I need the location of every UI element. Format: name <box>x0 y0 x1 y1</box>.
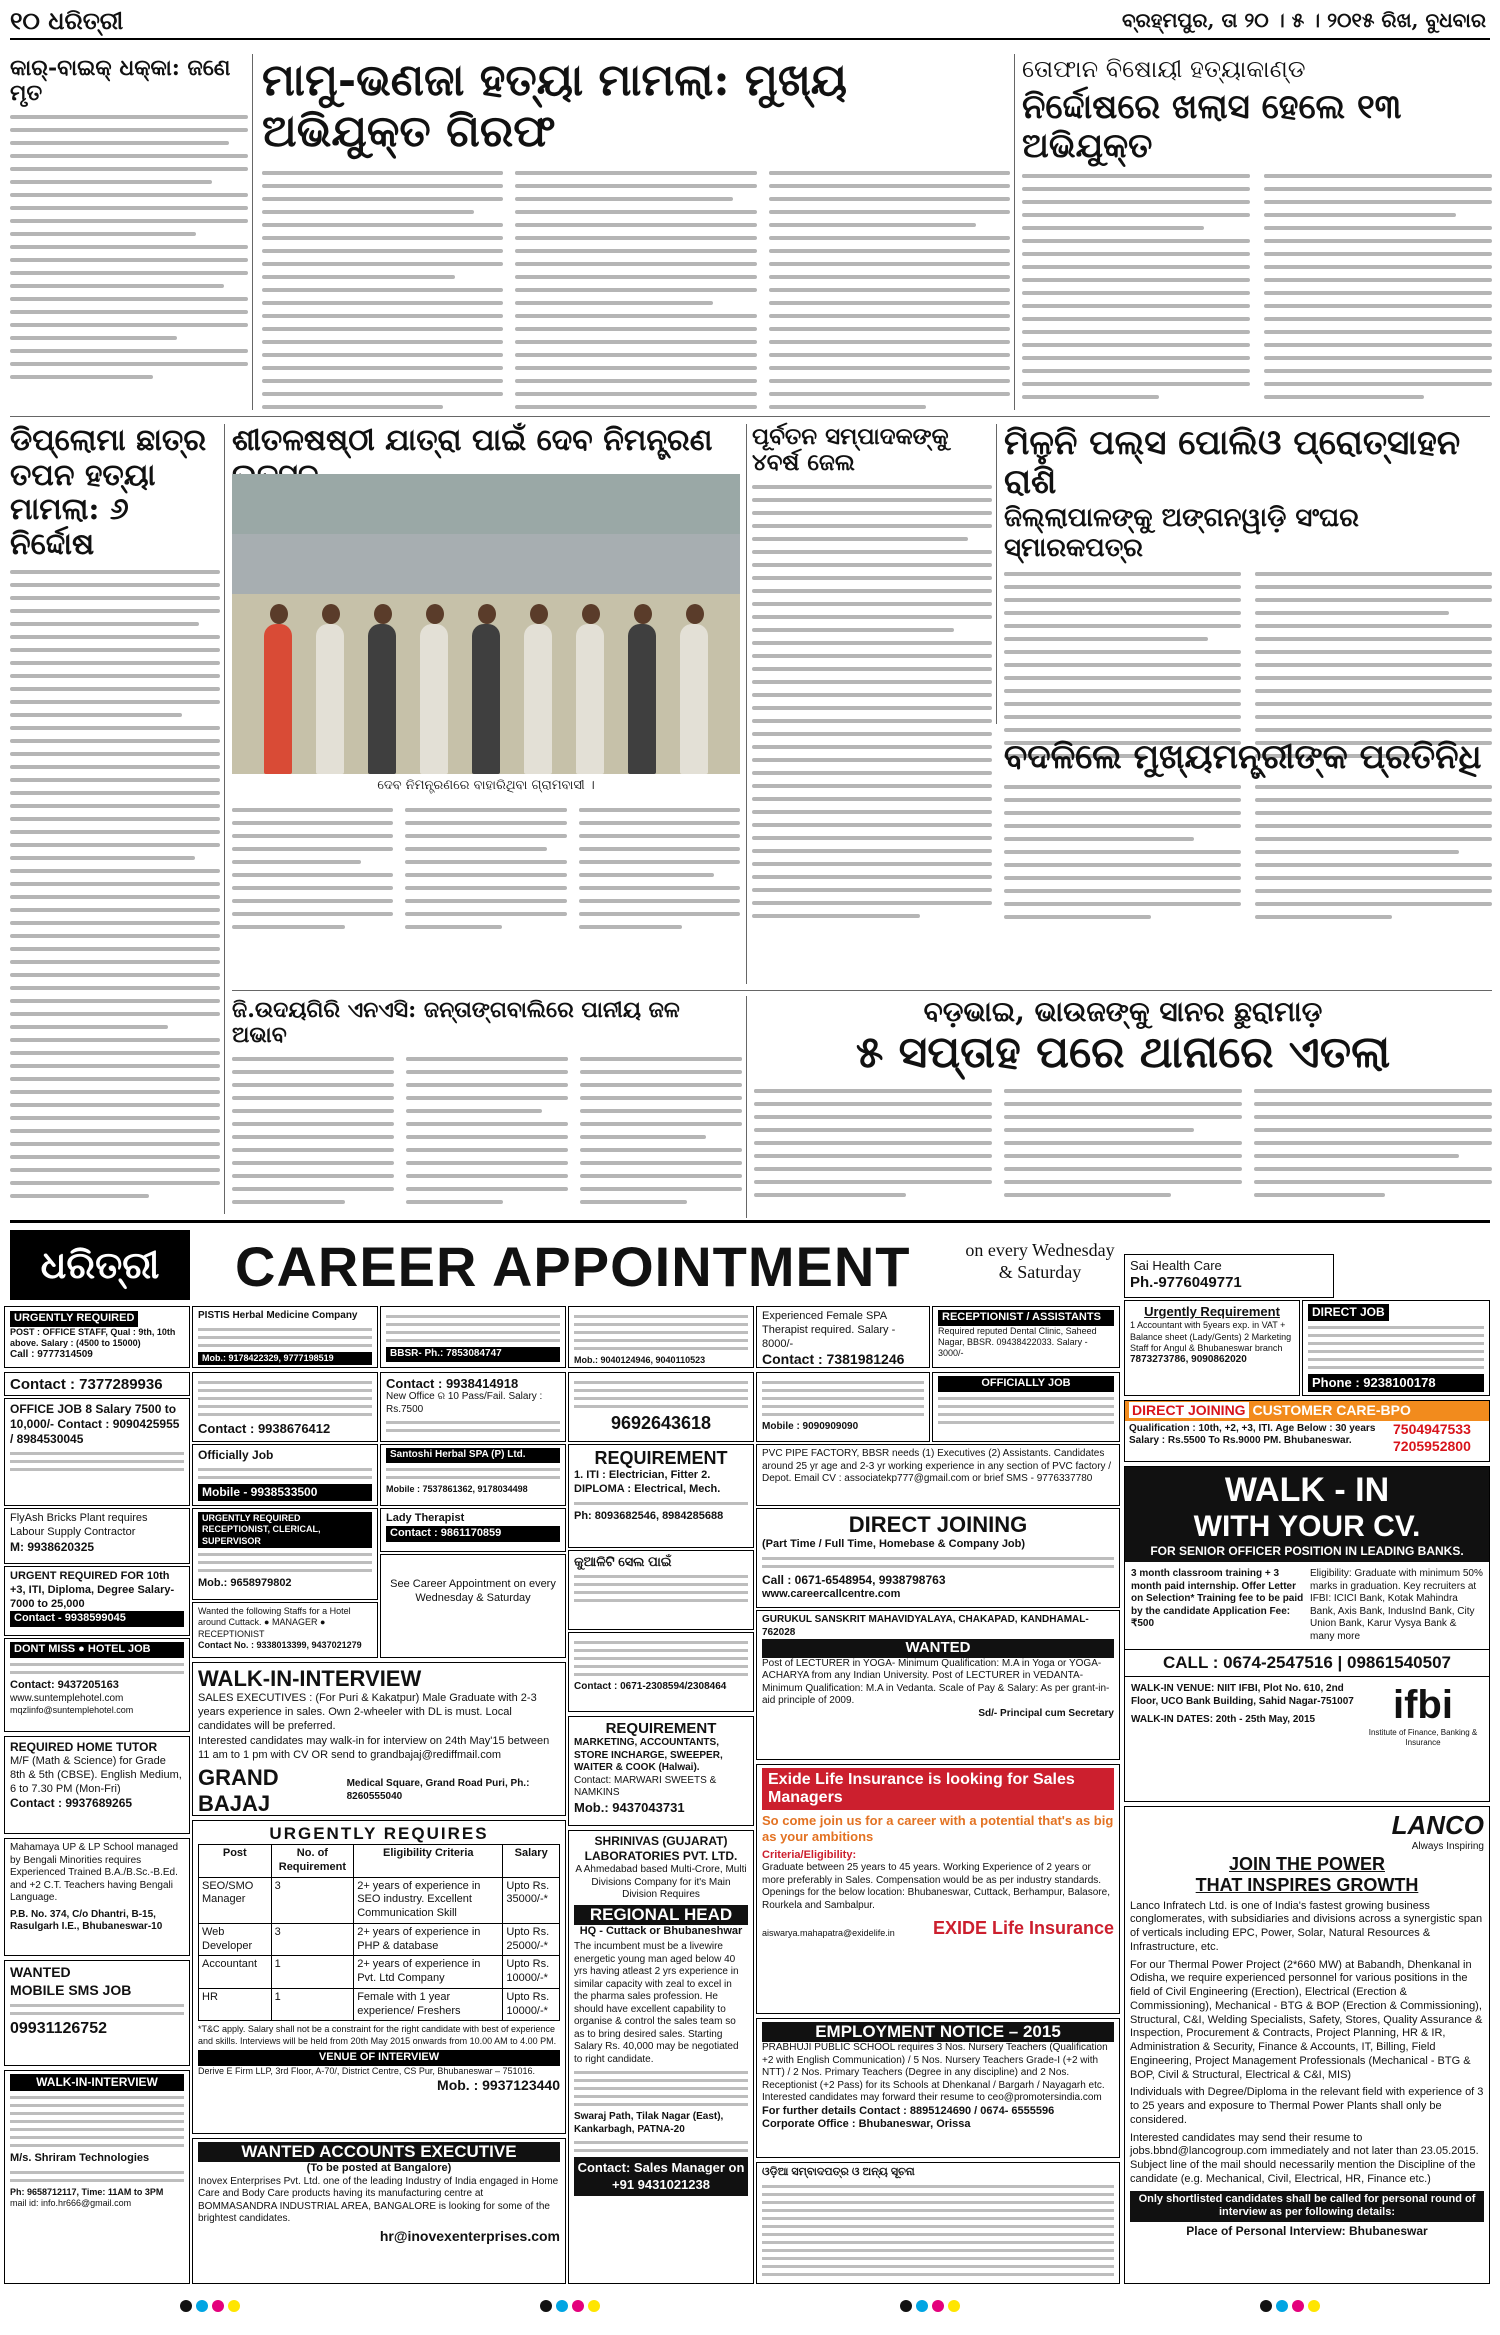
ad-title: DIRECT JOINING CUSTOMER CARE-BPO <box>1125 1401 1489 1421</box>
ad-phone: Phone : 9238100178 <box>1308 1374 1484 1392</box>
table-row: Web Developer 3 2+ years of experience in PHP & database Upto Rs. 25000/-* <box>199 1923 560 1956</box>
exide-title: Exide Life Insurance is looking for Sales Managers <box>762 1768 1114 1810</box>
ad-phones: 7504947533 7205952800 <box>1393 1420 1471 1454</box>
ad-hotel-job: DONT MISS ● HOTEL JOB Contact: 9437205163 www.suntemplehotel.com mqzlinfo@suntemplehotel.com <box>4 1638 190 1732</box>
lanco-para-1: Lanco Infratech Ltd. is one of India's fastest growing business conglomerates, with subsidiaries and divisions across a synergistic span of verticals including EPC, Power, Solar, Natural Resources & Infrastructure, etc. <box>1130 1899 1483 1953</box>
ad-shrinivas-regional-head: SHRINIVAS (GUJARAT) LABORATORIES PVT. LTD. A Ahmedabad based Multi-Crore, Multi Divisions Company for it's Main Division Requires REGIONAL HEAD HQ - Cuttack or Bhubaneshwar The incumbent must be a livewire energetic young man aged below 40 yrs having atleast 2 yrs experience in similar capacity with zeal to excel in the pharma sales profession. He should have excellent capability to organise & control the sales team so as to bring desired sales. Starting Salary Rs. 40,000 may be negotiated to right candidate. Swaraj Path, Tilak Nagar (East), Kankarbagh, PATNA-20 Contact: Sales Manager on +91 9431021238 <box>568 1830 754 2284</box>
ad-text: 1 Accountant with 5years exp. in VAT + Balance sheet (Lady/Gents) 2 Marketing Staff for Angul & Bhubaneswar branch <box>1130 1320 1292 1353</box>
ad-title: DIRECT JOB <box>1308 1304 1389 1321</box>
ad-text-right: Eligibility: Graduate with minimum 50% marks in graduation. Key recruiters at IFBI: ICICI Bank, Kotak Mahindra Bank, Axis Bank, IndusInd Bank, City Union Bank, Karur Vysya Bank & many more <box>1310 1568 1483 1642</box>
ad-header: WALK - IN WITH YOUR CV. FOR SENIOR OFFICER POSITION IN LEADING BANKS. <box>1125 1467 1489 1562</box>
ad-helper: BBSR- Ph.: 7853084747 <box>380 1306 566 1368</box>
ifbi-logo: ifbi <box>1393 1683 1453 1727</box>
ad-requirement-iti: REQUIREMENT 1. ITI : Electrician, Fitter 2. DIPLOMA : Electrical, Mech. Ph: 8093682546, 8984285688 <box>568 1444 754 1548</box>
lanco-title-2: THAT INSPIRES GROWTH <box>1195 1874 1419 1895</box>
story-cm-representative-transfer <box>1004 738 1492 978</box>
lanco-title-1: JOIN THE POWER <box>1228 1853 1385 1874</box>
ad-office-job: OFFICE JOB 8 Salary 7500 to 10,000/- Contact : 9090425955 / 8984530045 <box>4 1398 190 1506</box>
ad-customer-care-bpo <box>1124 1400 1490 1462</box>
page-number-and-masthead: ୧୦ ଧରିତ୍ରୀ <box>10 6 124 35</box>
lanco-interview-place: Place of Personal Interview: Bhubaneswar <box>1186 2224 1428 2238</box>
ad-see-career: See Career Appointment on every Wednesday & Saturday <box>380 1554 566 1658</box>
ad-officially-job-2: Officially Job Mobile - 9938533500 <box>192 1444 378 1506</box>
career-schedule: on every Wednesday & Saturday <box>965 1240 1115 1282</box>
exide-logo: EXIDE Life Insurance <box>932 1918 1114 1939</box>
requirements-table: Post No. of Requirement Eligibility Criteria Salary SEO/SMO Manager 3 2+ years of experience in SEO industry. Excellent Communication Skill Upto Rs. 35000/-* Web Developer 3 2+ years of experience in PHP & database Upto Rs. 25000/-* Accountant 1 2+ years of experience in Pvt. Ltd Company Upto Rs. 10000/-* HR 1 Female with 1 year experience/ Freshers Upto Rs. 10000/-* <box>198 1844 560 2021</box>
story-sitalasasthi-festival <box>232 424 742 470</box>
ad-odia-bottom: ଓଡ଼ିଆ ସମ୍ବାଦପତ୍ର ଓ ଅନ୍ୟ ସୂଚନା <box>756 2162 1120 2284</box>
headline: ପୂର୍ବତନ ସମ୍ପାଦକଙ୍କୁ ୪ବର୍ଷ ଜେଲ <box>752 423 949 477</box>
lanco-footer: Only shortlisted candidates shall be called for personal round of interview as per following details: <box>1130 2191 1484 2223</box>
ad-flyash: FlyAsh Bricks Plant requires Labour Supply Contractor M: 9938620325 <box>4 1508 190 1564</box>
table-row: SEO/SMO Manager 3 2+ years of experience in SEO industry. Excellent Communication Skill Upto Rs. 35000/-* <box>199 1877 560 1923</box>
ad-contact-4: 9692643618 <box>568 1372 754 1442</box>
ad-text: Qualification : 10th, +2, +3, ITI. Age Below : 30 years Salary : Rs.5500 To Rs.9000 PM. Bhubaneswar. <box>1129 1422 1376 1446</box>
career-title: CAREER APPOINTMENT <box>235 1235 911 1298</box>
ad-spa-therapist: Experienced Female SPA Therapist required. Salary - 8000/- Contact : 7381981246 <box>756 1306 930 1368</box>
ad-marwari-sweets: REQUIREMENT MARKETING, ACCOUNTANTS, STORE INCHARGE, SWEEPER, WAITER & COOK (Halwai). Contact: MARWARI SWEETS & NAMKINS Mob.: 9437043731 <box>568 1716 754 1826</box>
kicker: ବଡ଼ଭାଇ, ଭାଉଜଙ୍କୁ ସାନର ଛୁରାମାଡ଼ <box>923 995 1323 1028</box>
exide-tagline: So come join us for a career with a potential that's as big as your ambitions <box>762 1813 1114 1845</box>
column-rule <box>996 424 997 724</box>
ad-title: Urgently Requirement <box>1144 1304 1280 1319</box>
article-body <box>1004 785 1492 798</box>
ad-officially-job: OFFICIALLY JOB <box>932 1372 1120 1442</box>
lanco-para-2: For our Thermal Power Project (2*660 MW) at Babandh, Dhenkanal in Odisha, we require experienced personnel for various positions in the field of Civil Engineering (Erection), Electrical (Erection & Commissioning), Mechanical - BTG & BOP (Erection & Commissioning), Structural, C&I, Welding Specialists, Safety, Stores, Quality Assurance & Inspection, Procurement & Contracts, Project Planning, HR & IR, Administration & Security, Finance & Accounts, IT, Billing, Field Engineering, Project Management Professionals (Mechanical - BTG & BOP, Civil & Structural, Electrical & C&I, MIS) <box>1130 1958 1483 2081</box>
dateline: ବ୍ରହ୍ମପୁର, ତା ୨୦ । ୫ । ୨୦୧୫ ରିଖ, ବୁଧବାର <box>1122 8 1486 32</box>
ad-mahamaya-school: Mahamaya UP & LP School managed by Bengali Minorities requires Experienced Trained B.A./B.Sc.-B.Ed. and +2 C.T. Teachers having Bengali Language. P.B. No. 374, C/o Dhantri, B-15, Rasulgarh I.E., Bhubaneswar-10 <box>4 1838 190 1956</box>
headline: ମିଳୁନି ପଲ୍ସ ପୋଲିଓ ପ୍ରୋତ୍ସାହନ ରାଶି <box>1004 423 1461 503</box>
ad-odia-contact: Contact : 0671-2308594/2308464 <box>568 1632 754 1712</box>
print-registration-marks <box>0 2292 1500 2322</box>
lanco-tagline: Always Inspiring <box>1411 1841 1484 1852</box>
headline: କାର୍-ବାଇକ୍ ଧକ୍କା: ଜଣେ ମୃତ <box>10 55 231 107</box>
ad-call: CALL : 0674-2547516 | 09861540507 <box>1125 1649 1489 1677</box>
article-body <box>232 808 740 821</box>
table-row: HR 1 Female with 1 year experience/ Freshers Upto Rs. 10000/-* <box>199 1988 560 2021</box>
headline: ୫ ସପ୍ତାହ ପରେ ଥାନାରେ ଏତଲା <box>855 1027 1391 1079</box>
ad-venue: WALK-IN VENUE: NIIT IFBI, Plot No. 610, 2nd Floor, UCO Bank Building, Sahid Nagar-751007 <box>1131 1683 1354 1707</box>
ad-urgently-requires-table: URGENTLY REQUIRES Post No. of Requirement Eligibility Criteria Salary SEO/SMO Manager 3 2+ years of experience in SEO industry. Excellent Communication Skill Upto Rs. 35000/-* Web Developer 3 2+ years of experience in PHP & database Upto Rs. 25000/-* Accountant 1 2+ years of experience in Pvt. Ltd Company Upto Rs. 10000/-* HR 1 Female with 1 year experience/ Freshers Upto Rs. 10000/-* *T&C apply. Salary shall not be a constraint for the right candidate with best of experience and skills. Interviews will be held from 20th May 2015 onwards from 10.00 AM to 4.00 PM. VENUE OF INTERVIEW Derive E Firm LLP, 3rd Floor, A-70/, District Centre, CS Pur, Bhubaneswar – 751016. Mob. : 9937123440 <box>192 1820 566 2134</box>
ad-lady-therapist: Lady Therapist Contact : 9861170859 <box>380 1508 566 1552</box>
news-photo-villagers <box>232 474 740 774</box>
ad-exide-life: Exide Life Insurance is looking for Sales Managers So come join us for a career with a potential that's as big as your ambitions Criteria/Eligibility: Graduate between 25 years to 45 years. Working Experience of 2 years or more preferably in Sales. Compensation would be as per industry standards. Openings for the below location: Bhubaneswar, Cuttack, Berhampur, Balasore, Rourkela and Sambalpur. aiswarya.mahapatra@exidelife.in EXIDE Life Insurance <box>756 1764 1120 2014</box>
section-rule <box>232 990 1492 991</box>
article-body <box>1022 174 1492 187</box>
story-uncle-nephew-murder <box>262 56 1010 406</box>
story-diploma-student-murder <box>10 424 220 1214</box>
ad-urgently-required-2: URGENTLY REQUIRED RECEPTIONIST, CLERICAL, SUPERVISOR Mob.: 9658979802 <box>192 1508 378 1600</box>
article-body <box>752 485 992 918</box>
article-body <box>232 1057 742 1070</box>
ad-lanco <box>1124 1806 1490 2284</box>
headline: ନିର୍ଦ୍ଦୋଷରେ ଖଲାସ ହେଲେ ୧୩ ଅଭିଯୁକ୍ତ <box>1022 86 1402 166</box>
ad-accounts-executive: WANTED ACCOUNTS EXECUTIVE (To be posted at Bangalore) Inovex Enterprises Pvt. Ltd. one of the leading Industry of India engaged in Home Care and Body Care products having its manufacturing centre at BOMMASANDRA INDUSTRIAL AREA, BANGALORE is looking for some of the brightest candidates. hr@inovexenterprises.com <box>192 2138 566 2284</box>
ad-ifbi-walkin <box>1124 1466 1490 1802</box>
column-rule <box>252 54 253 410</box>
ad-pvc-pipe: PVC PIPE FACTORY, BBSR needs (1) Executives (2) Assistants. Candidates around 25 yr age and 2-3 yr working experience in any section of PVC factory / Depot. Email CV : associatekp777@gmail.com or brief SMS - 9776337780 <box>756 1444 1120 1506</box>
ad-employment-notice: EMPLOYMENT NOTICE – 2015 PRABHUJI PUBLIC SCHOOL requires 3 Nos. Nursery Teachers (Qualification +2 with English Communication) / 5 Nos. Nursery Teachers Grade-I (+2 with NTT) / 2 Nos. Primary Teachers (Degree in any discipline) and 2 Nos. Receptionist (+2 Pass) for its Schools at Dhenkanal / Bargarh / Nayagarh etc. Interested candidates may forward their resume to ceo@promotersindia.com For further details Contact : 8895124690 / 0674- 6555596 Corporate Office : Bhubaneswar, Orissa <box>756 2018 1120 2158</box>
ad-wanted-hotel-staff: Wanted the following Staffs for a Hotel around Cuttack. ● MANAGER ● RECEPTIONIST Contact No. : 9338013399, 9437021279 <box>192 1602 378 1658</box>
ad-contact-2: Contact : 9938676412 <box>192 1372 378 1442</box>
story-tofan-bishoyi-murder <box>1022 56 1492 406</box>
article-body <box>10 570 220 1198</box>
ad-grand-bajaj: WALK-IN-INTERVIEW SALES EXECUTIVES : (For Puri & Kakatpur) Male Graduate with 2-3 years experience in sales. Own 2-wheeler with DL is must. Local candidates will be preferred. Interested candidates may walk-in for interview on 24th May'15 between 11 am to 1 pm with CV OR send to grandbajaj@rediffmail.com GRAND BAJAJ Medical Square, Grand Road Puri, Ph.: 8260555040 <box>192 1662 566 1816</box>
column-rule <box>746 424 747 984</box>
ad-shriram-walkin: WALK-IN-INTERVIEW M/s. Shriram Technologies Ph: 9658712117, Time: 11AM to 3PM mail id: info.hr666@gmail.com <box>4 2070 190 2284</box>
headline: ଡିପ୍ଲୋମା ଛାତ୍ର ତପନ ହତ୍ୟା ମାମଲା: ୬ ନିର୍ଦ୍ଦୋଷ <box>10 423 207 562</box>
headline: ବଦଳିଲେ ମୁଖ୍ୟମନ୍ତ୍ରୀଙ୍କ ପ୍ରତିନିଧି <box>1004 737 1482 777</box>
ifbi-subtitle: Institute of Finance, Banking & Insurance <box>1368 1728 1478 1747</box>
ad-phone: Ph.-9776049771 <box>1130 1274 1242 1292</box>
ad-santoshi-spa: Santoshi Herbal SPA (P) Ltd. Mobile : 7537861362, 9178034498 <box>380 1444 566 1506</box>
ad-urgently-requirement <box>1124 1300 1300 1396</box>
story-former-editor-jail <box>752 424 992 984</box>
ad-receptionist: RECEPTIONIST / ASSISTANTS Required reputed Dental Clinic, Saheed Nagar, BBSR. 09438422033. Salary - 3000/- <box>932 1306 1120 1368</box>
column-rule <box>224 424 225 1214</box>
column-rule <box>1014 54 1015 410</box>
ad-sai-health-care <box>1124 1254 1334 1298</box>
ad-direct-joining: DIRECT JOINING (Part Time / Full Time, Homebase & Company Job) Call : 0671-6548954, 9938798763 www.careercallcentre.com <box>756 1508 1120 1608</box>
story-sitalasasthi-body <box>232 800 740 980</box>
story-pulse-polio-incentive <box>1004 424 1492 724</box>
ad-direct-job <box>1302 1300 1490 1396</box>
lanco-para-3: Individuals with Degree/Diploma in the relevant field with experience of 3 to 25 years and exposure to Thermal Power Plants shall only be considered. <box>1130 2086 1484 2126</box>
story-brother-stabbing <box>754 996 1492 1218</box>
story-car-bike-collision <box>10 56 248 396</box>
ad-urgently-required: URGENTLY REQUIRED POST : OFFICE STAFF, Qual : 9th, 10th above. Salary : (4500 to 15000) Call : 9777314509 <box>4 1306 190 1368</box>
ad-contact-3: Contact : 9938414918 New Office ର 10 Pass/Fail. Salary : Rs.7500 <box>380 1372 566 1442</box>
ad-urgent-required-for: URGENT REQUIRED FOR 10th +3, ITI, Diploma, Degree Salary-7000 to 25,000 Contact - 9938599045 <box>4 1566 190 1636</box>
article-body <box>754 1089 1492 1102</box>
ads-divider <box>10 1220 1490 1223</box>
ad-text-left: 3 month classroom training + 3 month paid internship. Offer Letter on Selection* Training fee to be paid by the candidate Application Fee: ₹500 <box>1131 1568 1304 1629</box>
article-body <box>10 115 248 379</box>
story-drinking-water-shortage <box>232 998 742 1218</box>
headline: ଜି.ଉଦୟଗିରି ଏନଏସି: ଜନ୍ତାଙ୍ଗବାଲିରେ ପାନୀୟ ଜଳ ଅଭାବ <box>232 997 680 1049</box>
ad-spa: Mob.: 9040124946, 9040110523 <box>568 1306 754 1368</box>
ad-mobile-contact: Mobile : 9090909090 <box>756 1372 930 1442</box>
ad-gurukul: GURUKUL SANSKRIT MAHAVIDYALAYA, CHAKAPAD, KANDHAMAL-762028 WANTED Post of LECTURER in YOGA- Minimum Qualification: M.A in Yoga or YOGA-ACHARYA from any Indian University. Post of LECTURER in VEDANTA- Minimum Qualification: M.A in Vedanta. Scale of Pay & Salary: As per grant-in-aid principle of 2009. Sd/- Principal cum Secretary <box>756 1610 1120 1760</box>
article-body <box>262 171 1010 184</box>
lanco-logo: LANCO <box>1391 1810 1484 1840</box>
column-rule <box>746 996 747 1218</box>
lanco-para-4: Interested candidates may send their resume to jobs.bbnd@lancogroup.com immediately and not later than 23.05.2015. Subject line of the mail should necessarily mention the Discipline of the candidate (e.g. Mechanical, Civil, Electrical, HR, Finance etc.) <box>1130 2131 1479 2185</box>
ad-pistis: PISTIS Herbal Medicine Company Mob.: 9178422329, 9777198519 <box>192 1306 378 1368</box>
sub-headline: ଜିଲ୍ଲାପାଳଙ୍କୁ ଅଙ୍ଗନୱାଡ଼ି ସଂଘର ସ୍ମାରକପତ୍ର <box>1004 503 1359 564</box>
ad-dates: WALK-IN DATES: 20th - 25th May, 2015 <box>1131 1714 1316 1725</box>
ad-title: Sai Health Care <box>1130 1258 1222 1273</box>
article-body <box>1004 572 1492 585</box>
ad-mobile-sms-job: WANTED MOBILE SMS JOB 09931126752 <box>4 1960 190 2066</box>
headline: ମାମୁ-ଭଣଜା ହତ୍ୟା ମାମଲା: ମୁଖ୍ୟ ଅଭିଯୁକ୍ତ ଗିରଫ <box>262 55 848 157</box>
ad-home-tutor: REQUIRED HOME TUTOR M/F (Math & Science) for Grade 8th & 5th (CBSE). English Medium, 6 to 7.30 PM (Mon-Fri) Contact : 9937689265 <box>4 1736 190 1834</box>
section-rule <box>10 416 1490 417</box>
kicker: ତୋଫାନ ବିଷୋୟୀ ହତ୍ୟାକାଣ୍ଡ <box>1022 55 1306 83</box>
dharitri-logo: ଧରିତ୍ରୀ <box>10 1230 190 1300</box>
table-row: Accountant 1 2+ years of experience in Pvt. Ltd Company Upto Rs. 10000/-* <box>199 1956 560 1989</box>
photo-caption: ଦେବ ନିମନ୍ତ୍ରଣରେ ବାହାରିଥିବା ଗ୍ରାମବାସୀ । <box>377 778 595 793</box>
ad-odia-wanted: କୁଆଳିଟି ସେଲ ପାଇଁ <box>568 1550 754 1630</box>
ad-phone: 7873273786, 9090862020 <box>1130 1354 1247 1365</box>
page-header <box>10 4 1490 40</box>
ad-contact-1: Contact : 7377289936 <box>4 1372 190 1396</box>
headline: ଶୀତଳଷଷ୍ଠୀ ଯାତ୍ରା ପାଇଁ ଦେବ ନିମନ୍ତ୍ରଣ <box>232 423 713 458</box>
